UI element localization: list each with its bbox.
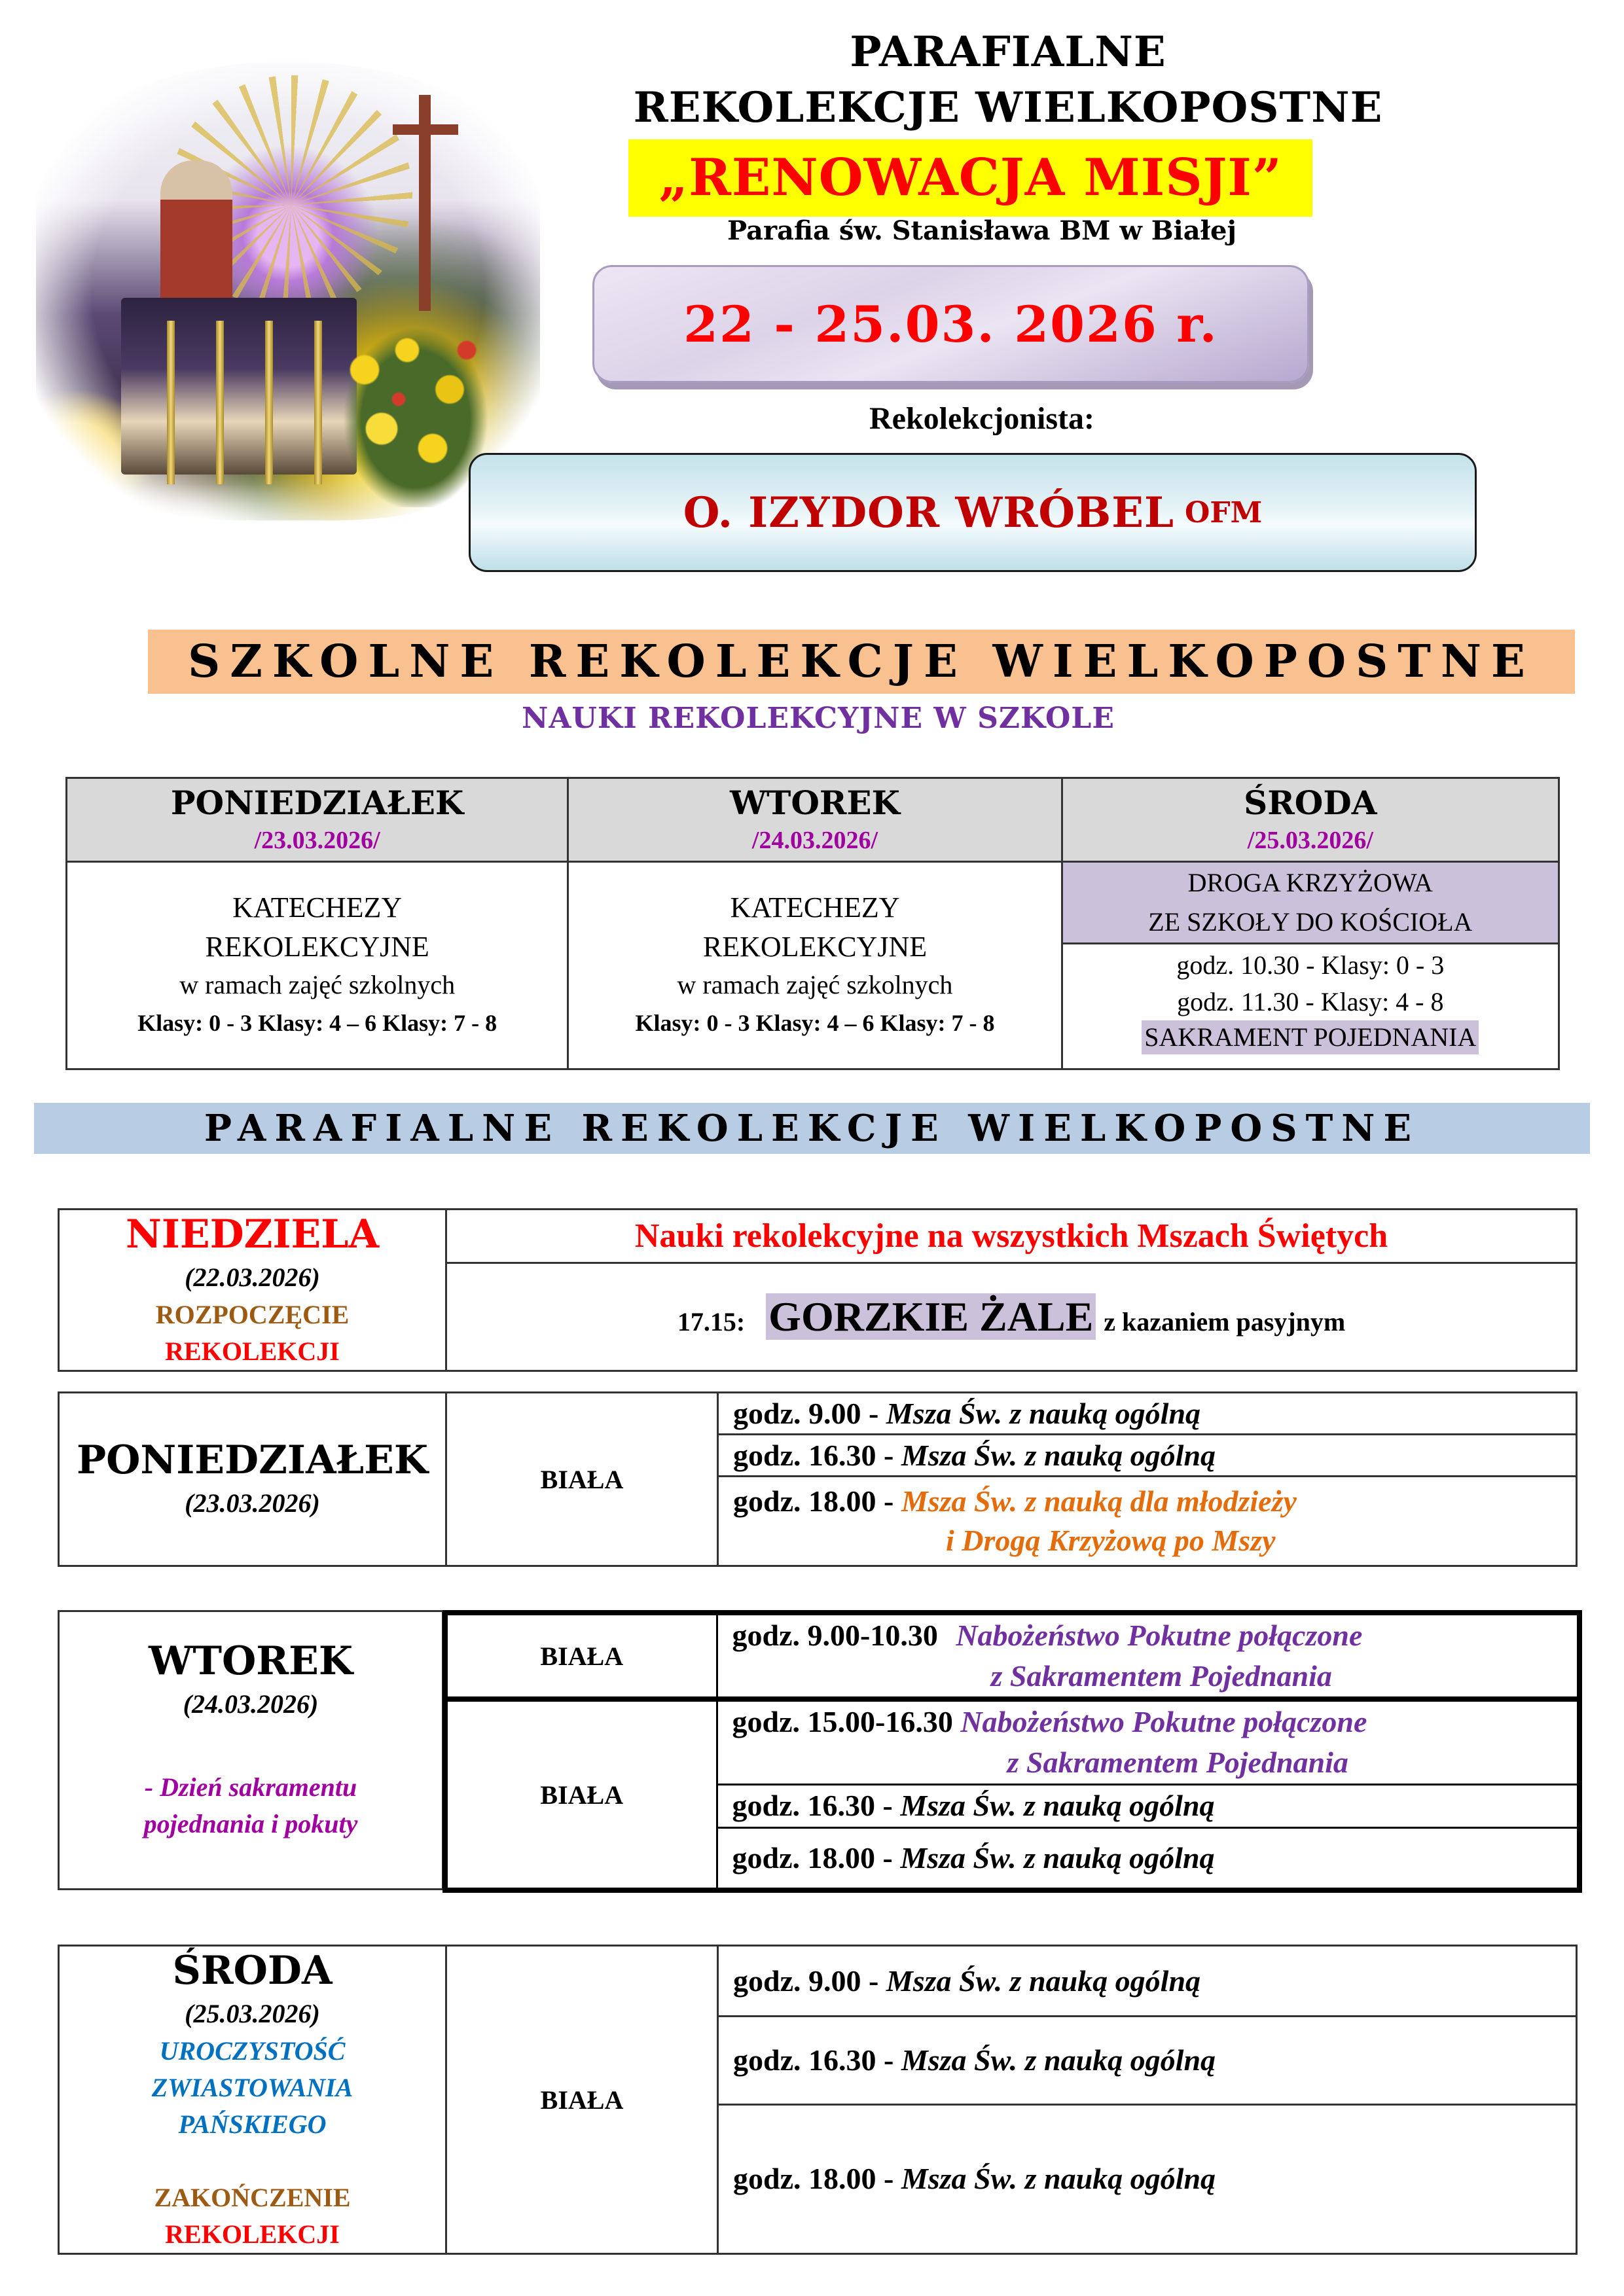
school-banner [148, 630, 1575, 694]
slot-desc-2: z Sakramentem Pojednania [1007, 1746, 1348, 1780]
day-name: ŚRODA [172, 1948, 333, 1994]
slot-desc: Msza Św. z nauką ogólną [901, 1438, 1216, 1472]
schedule-slot [717, 1827, 1579, 1890]
day-date: (25.03.2026) [185, 1999, 320, 2028]
tuesday-block [58, 1610, 1582, 1892]
time-line: godz. 10.30 - Klasy: 0 - 3 [1176, 950, 1445, 980]
school-cell-wednesday-times [1062, 944, 1559, 1069]
cell-line: REKOLEKCYJNE [702, 931, 928, 963]
lecturer-order: OFM [1185, 495, 1263, 529]
slot-desc: Msza Św. z nauką ogólną [886, 1964, 1201, 1998]
cell-line: w ramach zajęć szkolnych [179, 970, 456, 999]
day-date: /25.03.2026/ [1247, 826, 1373, 854]
lecturer-box [469, 453, 1477, 572]
cell-line: w ramach zajęć szkolnych [677, 970, 953, 999]
slot-time: godz. 9.00-10.30 [732, 1619, 938, 1652]
wednesday-table [58, 1945, 1578, 2255]
schedule-slot [717, 1784, 1579, 1827]
lecturer-label: Rekolekcjonista: [869, 401, 1094, 436]
event-time: 17.15: [677, 1306, 746, 1336]
classes-line: Klasy: 0 - 3 Klasy: 4 – 6 Klasy: 7 - 8 [137, 1010, 497, 1036]
theme-title: „RENOWACJA MISJI” [659, 148, 1282, 207]
feast-line: PAŃSKIEGO [178, 2109, 327, 2139]
dates-text: 22 - 25.03. 2026 r. [683, 295, 1218, 353]
sunday-row-gorzkie-zale [446, 1263, 1577, 1371]
cell-line: KATECHEZY [232, 891, 403, 924]
schedule-slot [718, 2017, 1577, 2104]
monday-day-cell [59, 1393, 446, 1566]
slot-desc: Msza Św. z nauką ogólną [901, 2043, 1216, 2077]
parish-banner-title: PARAFIALNE REKOLEKCJE WIELKOPOSTNE [204, 1107, 1420, 1150]
day-note: REKOLEKCJI [165, 2219, 340, 2249]
school-col-monday [67, 778, 568, 862]
event-line: ZE SZKOŁY DO KOŚCIOŁA [1148, 907, 1473, 937]
feast-line: ZWIASTOWANIA [151, 2073, 353, 2102]
slot-time: godz. 9.00 - [733, 1964, 879, 1998]
sunday-row-nauki: Nauki rekolekcyjne na wszystkich Mszach Świętych [446, 1210, 1577, 1263]
candle-icon [265, 321, 273, 484]
slot-desc: Msza Św. z nauką dla młodzieży [901, 1484, 1297, 1518]
day-name: PONIEDZIAŁEK [170, 783, 464, 822]
table-row [59, 1946, 1577, 2017]
tuesday-day-cell [58, 1610, 444, 1890]
event-name: GORZKIE ŻALE [766, 1293, 1096, 1340]
slot-time: godz. 18.00 - [733, 2162, 894, 2196]
school-header-row [67, 778, 1559, 862]
school-cell-wednesday-event [1062, 862, 1559, 944]
time-line: godz. 11.30 - Klasy: 4 - 8 [1177, 987, 1444, 1016]
slot-desc: Nabożeństwo Pokutne połączone [956, 1619, 1363, 1652]
day-name: PONIEDZIAŁEK [77, 1437, 428, 1483]
slot-desc: Msza Św. z nauką ogólną [886, 1396, 1201, 1430]
day-date: (22.03.2026) [185, 1263, 320, 1292]
day-date: /23.03.2026/ [254, 826, 380, 854]
school-subtitle: NAUKI REKOLEKCYJNE W SZKOLE [522, 702, 1115, 735]
school-cell-tuesday [568, 862, 1062, 1069]
school-schedule-table [65, 777, 1560, 1070]
day-name: ŚRODA [1244, 783, 1377, 822]
day-date: (23.03.2026) [185, 1488, 320, 1518]
liturgical-color: BIAŁA [445, 1613, 717, 1699]
liturgical-color: BIAŁA [445, 1699, 717, 1890]
liturgical-color: BIAŁA [446, 1393, 718, 1566]
day-note: ZAKOŃCZENIE [154, 2183, 351, 2212]
slot-time: godz. 16.30 - [732, 1789, 893, 1822]
event-line: DROGA KRZYŻOWA [1187, 868, 1434, 897]
sacrament-label: SAKRAMENT POJEDNANIA [1142, 1020, 1479, 1054]
classes-line: Klasy: 0 - 3 Klasy: 4 – 6 Klasy: 7 - 8 [635, 1010, 995, 1036]
school-banner-title: SZKOLNE REKOLEKCJE WIELKOPOSTNE [188, 636, 1535, 688]
slot-time: godz. 16.30 - [733, 1438, 894, 1472]
slot-desc-2: i Drogą Krzyżową po Mszy [946, 1524, 1276, 1557]
table-row [59, 1210, 1577, 1263]
wednesday-day-cell [59, 1946, 446, 2254]
slot-desc-2: z Sakramentem Pojednania [990, 1659, 1332, 1693]
school-col-wednesday [1062, 778, 1559, 862]
day-note: REKOLEKCJI [165, 1336, 340, 1366]
parish-name: Parafia św. Stanisława BM w Białej [727, 215, 1236, 246]
table-row [445, 1613, 1579, 1699]
monday-table [58, 1391, 1578, 1567]
slot-time: godz. 16.30 - [733, 2043, 894, 2077]
day-note: - Dzień sakramentu pojednania i pokuty [143, 1772, 358, 1839]
slot-desc: Msza Św. z nauką ogólną [900, 1789, 1215, 1822]
school-body-row [67, 862, 1559, 944]
sunday-day-cell [59, 1210, 446, 1371]
schedule-slot [718, 1393, 1577, 1435]
slot-time: godz. 18.00 - [732, 1840, 893, 1874]
day-date: /24.03.2026/ [751, 826, 878, 854]
slot-desc: Msza Św. z nauką ogólną [901, 2162, 1216, 2196]
slot-time: godz. 18.00 - [733, 1484, 894, 1518]
school-cell-monday [67, 862, 568, 1069]
day-note: ROZPOCZĘCIE [155, 1300, 350, 1329]
cell-line: KATECHEZY [730, 891, 900, 924]
schedule-slot [717, 1613, 1579, 1699]
altar-photo [36, 62, 540, 520]
lecturer-name: O. IZYDOR WRÓBEL [683, 488, 1175, 537]
liturgical-color: BIAŁA [446, 1946, 718, 2254]
parish-banner [34, 1103, 1590, 1154]
feast-line: UROCZYSTOŚĆ [159, 2036, 346, 2066]
slot-time: godz. 9.00 - [733, 1396, 879, 1430]
school-col-tuesday [568, 778, 1062, 862]
schedule-slot [718, 1946, 1577, 2017]
day-name: NIEDZIELA [125, 1211, 379, 1257]
candle-icon [314, 321, 322, 484]
dates-box [592, 265, 1309, 383]
table-row [59, 1393, 1577, 1435]
title-line-1: PARAFIALNE [850, 27, 1166, 77]
table-row [445, 1699, 1579, 1784]
candle-icon [216, 321, 224, 484]
schedule-slot [717, 1699, 1579, 1784]
candle-icon [167, 321, 175, 484]
slot-desc: Msza Św. z nauką ogólną [900, 1840, 1215, 1874]
slot-time: godz. 15.00-16.30 [732, 1705, 953, 1739]
schedule-slot [718, 2104, 1577, 2253]
day-date: (24.03.2026) [183, 1689, 319, 1719]
day-name: WTOREK [148, 1638, 353, 1684]
crucifix-crossbar [393, 124, 458, 135]
schedule-slot [718, 1435, 1577, 1477]
event-suffix: z kazaniem pasyjnym [1104, 1306, 1346, 1336]
schedule-slot [718, 1477, 1577, 1566]
title-line-2: REKOLEKCJE WIELKOPOSTNE [633, 83, 1383, 132]
sunday-table [58, 1208, 1578, 1372]
slot-desc: Nabożeństwo Pokutne połączone [960, 1705, 1367, 1739]
day-name: WTOREK [729, 783, 901, 822]
tuesday-table [442, 1610, 1582, 1893]
cell-line: REKOLEKCYJNE [205, 931, 429, 963]
